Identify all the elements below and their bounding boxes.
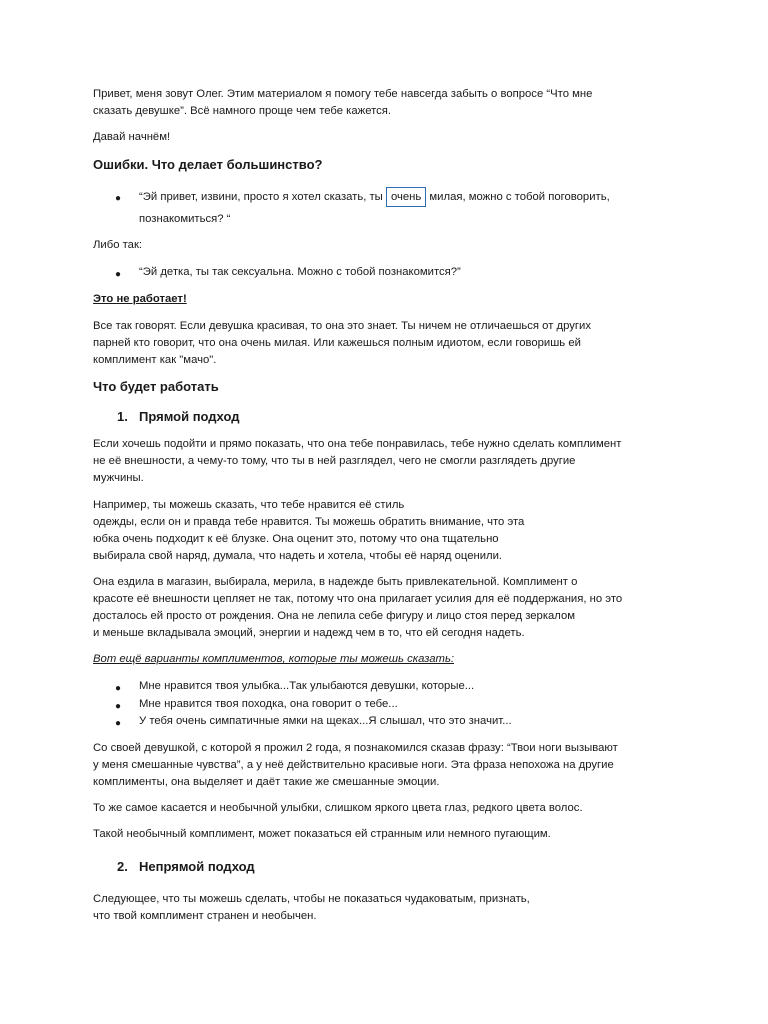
text-line: парней кто говорит, что она очень милая. Или кажешься полным идиотом, если говоришь ей (93, 337, 581, 349)
next-step-paragraph (93, 891, 683, 925)
text-line: мужчины. (93, 472, 144, 484)
text-line: сказать девушке”. Всё намного проще чем тебе кажется. (93, 105, 392, 117)
bullet-icon: ● (115, 718, 122, 729)
bullet-icon: ● (115, 269, 122, 280)
bullet-icon: ● (115, 701, 122, 712)
bullet-item-2: “Эй детка, ты так сексуальна. Можно с тобой познакомится?” (139, 266, 461, 278)
heading-direct-approach: Прямой подход (139, 409, 240, 424)
text-line: Она ездила в магазин, выбирала, мерила, в надежде быть привлекательной. Комплимент о (93, 576, 578, 588)
text-line: комплимент как "мачо". (93, 354, 217, 366)
same-applies-text: То же самое касается и необычной улыбки, слишком яркого цвета глаз, редкого цвета волос. (93, 802, 583, 814)
bullet-item-1-continued: познакомиться? “ (139, 213, 231, 225)
shopping-paragraph (93, 574, 683, 642)
unusual-compliment-text: Такой необычный комплимент, может показаться ей странным или немного пугающим. (93, 828, 551, 840)
variant-item: Мне нравится твоя походка, она говорит о тебе... (139, 698, 398, 710)
text-line: досталось ей просто от рождения. Она не лепила себе фигуру и лицо стоя перед зеркалом (93, 610, 576, 622)
text-line: Если хочешь подойти и прямо показать, что она тебе понравилась, тебе нужно сделать комплимент (93, 438, 622, 450)
example-paragraph (93, 497, 683, 565)
girlfriend-paragraph (93, 740, 683, 791)
text-line: Все так говорят. Если девушка красивая, то она это знает. Ты ничем не отличаешься от других (93, 320, 592, 332)
text-line: у меня смешанные чувства”, а у неё действительно красивые ноги. Эта фраза непохожа на другие (93, 759, 614, 771)
bullet-text-end: милая, можно с тобой поговорить, (429, 191, 610, 203)
text-line: Со своей девушкой, с которой я прожил 2 года, я познакомился сказав фразу: “Твои ноги вызывают (93, 742, 618, 754)
everyone-says-paragraph (93, 318, 683, 369)
heading-mistakes: Ошибки. Что делает большинство? (93, 157, 323, 172)
text-line: выбирала свой наряд, думала, что надеть и хотела, чтобы её наряд оценили. (93, 550, 503, 562)
variant-item: У тебя очень симпатичные ямки на щеках...Я слышал, что это значит... (139, 715, 512, 727)
lets-start-text: Давай начнём! (93, 131, 171, 143)
or-like-text: Либо так: (93, 239, 143, 251)
heading-indirect-approach: Непрямой подход (139, 859, 255, 874)
text-line: и меньше вкладывала эмоций, энергии и надежд чем в то, что ей сегодня надеть. (93, 627, 525, 639)
bullet-text-start: “Эй привет, извини, просто я хотел сказать, ты (139, 191, 383, 203)
bullet-icon: ● (115, 683, 122, 694)
heading-what-works: Что будет работать (93, 379, 219, 394)
text-line: что твой комплимент странен и необычен. (93, 910, 317, 922)
text-line: юбка очень подходит к её блузке. Она оценит это, потому что она тщательно (93, 533, 499, 545)
highlighted-word-box: очень (386, 187, 426, 207)
direct-approach-paragraph (93, 436, 683, 487)
heading-number: 1. (117, 409, 128, 424)
variant-item: Мне нравится твоя улыбка...Так улыбаются девушки, которые... (139, 680, 475, 692)
variants-heading: Вот ещё варианты комплиментов, которые ты можешь сказать: (93, 653, 455, 665)
heading-number: 2. (117, 859, 128, 874)
text-line: красоте её внешности цепляет не так, потому что она прилагает усилия для её поддержания, но это (93, 593, 623, 605)
text-line: Привет, меня зовут Олег. Этим материалом я помогу тебе навсегда забыть о вопросе “Что мне (93, 88, 593, 100)
text-line: Например, ты можешь сказать, что тебе нравится её стиль (93, 499, 405, 511)
bullet-item-1 (139, 187, 610, 207)
text-line: не её внешности, а чему-то тому, что ты в ней разглядел, чего не смогли разглядеть другие (93, 455, 576, 467)
not-working-text: Это не работает! (93, 293, 187, 305)
text-line: Следующее, что ты можешь сделать, чтобы не показаться чудаковатым, признать, (93, 893, 530, 905)
text-line: одежды, если он и правда тебе нравится. Ты можешь обратить внимание, что эта (93, 516, 525, 528)
intro-paragraph (93, 86, 683, 120)
bullet-icon: ● (115, 193, 122, 204)
text-line: комплименты, она выделяет и даёт такие же смешанные эмоции. (93, 776, 440, 788)
